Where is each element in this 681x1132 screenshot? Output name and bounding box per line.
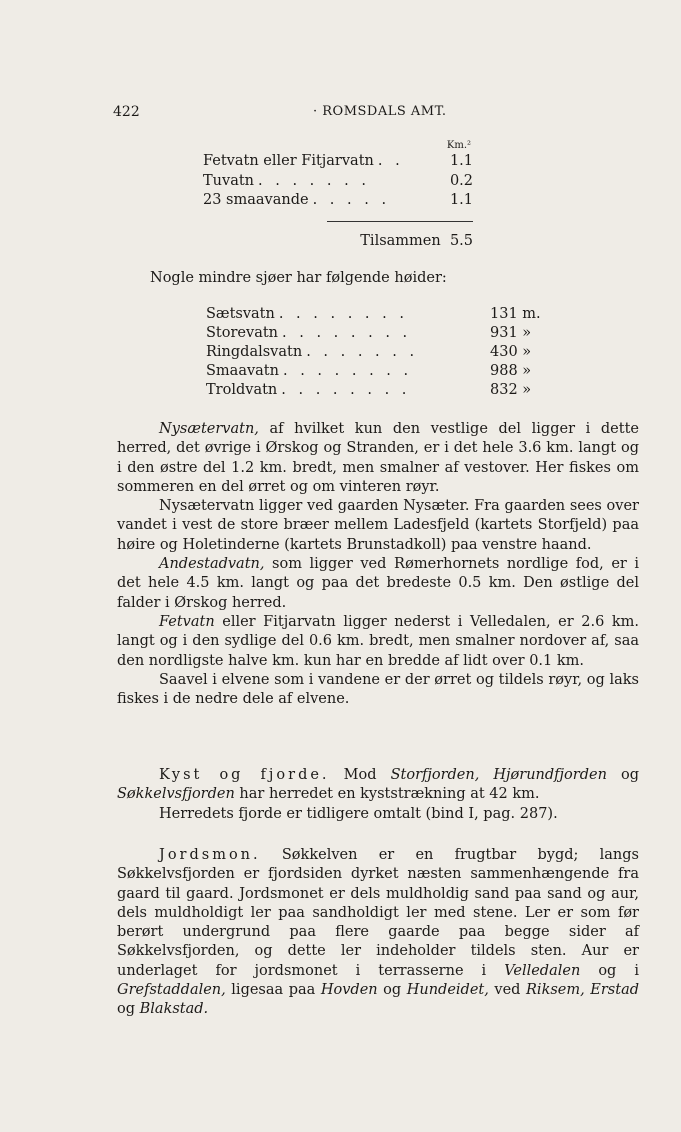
table-row: 23 smaavande . . . . . 1.1 — [203, 192, 473, 208]
coast-section — [117, 766, 639, 824]
table-row: Storevatn . . . . . . . . 931 » — [206, 325, 532, 341]
paragraph: Kyst og fjorde. Mod Storfjorden, Hjørundfjorden og Søkkelvsfjorden har herredet en kyststrækning at 42 km. — [117, 767, 640, 803]
lakes-section — [117, 420, 639, 709]
paragraph: Saavel i elvene som i vandene er der ørret og tildels røyr, og laks fiskes i de nedre dele af elvene. — [117, 671, 639, 708]
total-value: 5.5 — [449, 232, 473, 249]
unit-label: Km.² — [446, 140, 471, 151]
paragraph: Jordsmon. Søkkelven er en frugtbar bygd; langs Søkkelvsfjorden er fjordsiden dyrket næsten sammenhængende fra gaard til gaard. Jordsmonet er dels muldholdig sand paa sand og aur, dels muldholdigt ler paa sandholdigt ler med stene. Ler er som før berørt undergrund paa flere gaarde paa begge sider af Søkkelvsfjorden, og dette ler indeholder tildels sten. Aur er underlaget for jordsmonet i terrasserne i Velledalen og i Grefstaddalen, ligesaa paa Hovden og Hundeidet, ved Riksem, Erstad og Blakstad. — [117, 847, 639, 1018]
paragraph: Nysætervatn ligger ved gaarden Nysæter. Fra gaarden sees over vandet i vest de store bræer mellem Ladesfjeld (kartets Storfjeld) paa høire og Holetinderne (kartets Brunstadkoll) paa venstre haand. — [117, 498, 639, 553]
lead-line: Nogle mindre sjøer har følgende høider: — [150, 270, 447, 286]
section-heading: Kyst og fjorde. — [159, 767, 330, 783]
paragraph: Andestadvatn, som ligger ved Rømerhornets nordlige fod, er i det hele 4.5 km. langt og paa det bredeste 0.5 km. Den østlige del falder i Ørskog herred. — [117, 556, 639, 611]
height-table — [206, 305, 550, 400]
total-label: Tilsammen — [360, 232, 441, 249]
paragraph: Herredets fjorde er tidligere omtalt (bind I, pag. 287). — [159, 805, 558, 822]
sum-rule — [327, 221, 473, 222]
running-title: · ROMSDALS AMT. — [313, 104, 447, 119]
section-heading: Jordsmon. — [159, 847, 261, 863]
table-row: Ringdalsvatn . . . . . . . 430 » — [206, 344, 532, 360]
table-row: Tuvatn . . . . . . . 0.2 — [203, 172, 473, 189]
total-row — [203, 232, 473, 252]
page-header — [113, 104, 447, 120]
area-table — [203, 140, 473, 251]
page-number: 422 — [113, 104, 140, 120]
paragraph: Fetvatn eller Fitjarvatn ligger nederst i Velledalen, er 2.6 km. langt og i den sydlige del 0.6 km. bredt, men smalner nordover af, saa den nordligste halve km. kun har en bredde af lidt over 0.1 km. — [117, 613, 639, 669]
table-row: Fetvatn eller Fitjarvatn . . 1.1 — [203, 153, 473, 169]
table-row: Troldvatn . . . . . . . . 832 » — [206, 382, 532, 398]
soil-section — [117, 846, 639, 1020]
table-row: Sætsvatn . . . . . . . . 131 m. — [206, 306, 541, 322]
paragraph: Nysætervatn, af hvilket kun den vestlige del ligger i dette herred, det øvrige i Ørskog og Stranden, er i det hele 3.6 km. langt og i den østre del 1.2 km. bredt, men smalner af vestover. Her fiskes om sommeren en del ørret og om vinteren røyr. — [117, 421, 639, 495]
table-row: Smaavatn . . . . . . . . 988 » — [206, 363, 532, 379]
